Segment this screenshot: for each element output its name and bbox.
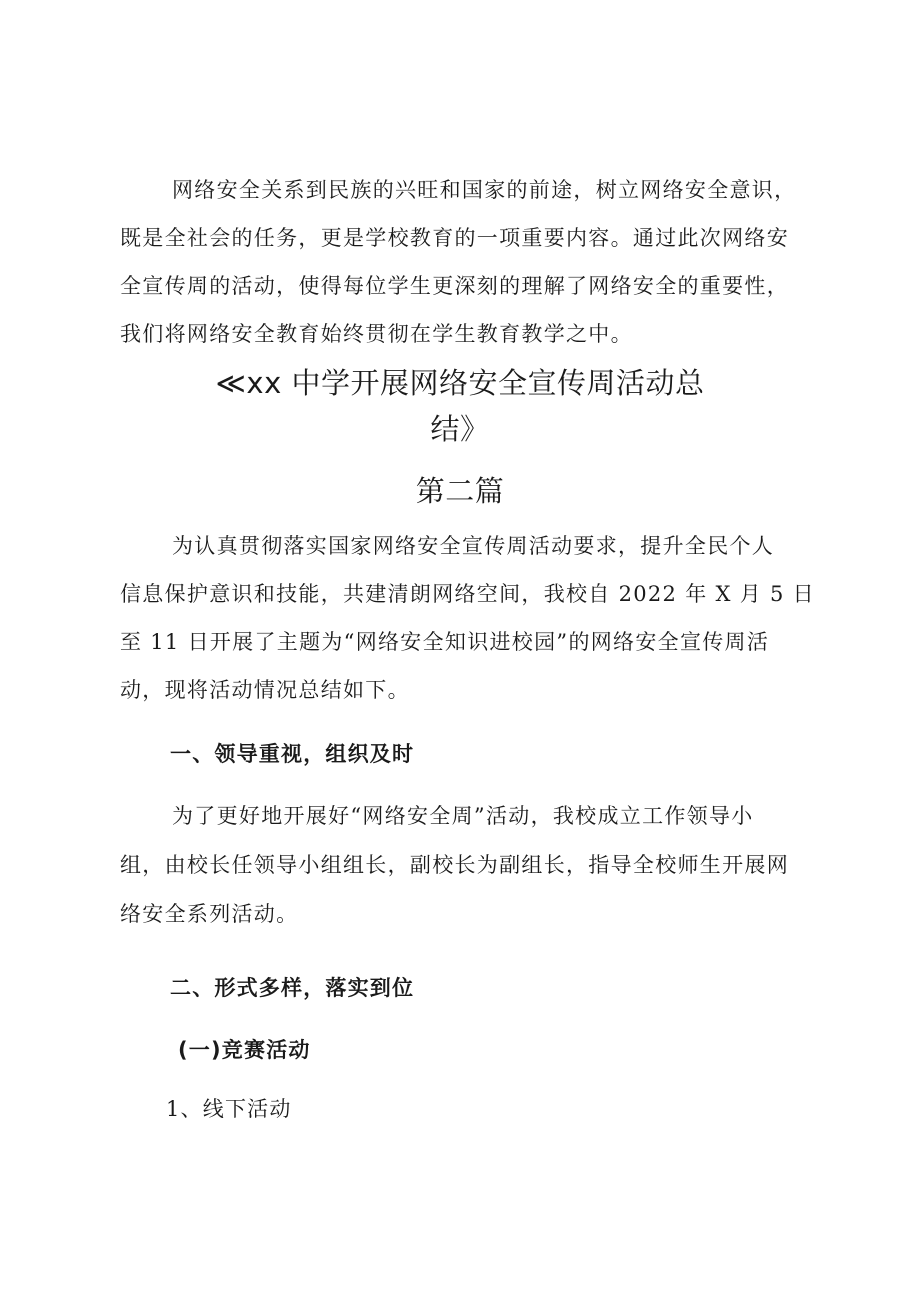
paragraph-line: 动，现将活动情况总结如下。 — [120, 678, 410, 702]
paragraph-line: 网络安全关系到民族的兴旺和国家的前途，树立网络安全意识， — [172, 178, 797, 202]
paragraph-line: 我们将网络安全教育始终贯彻在学生教育教学之中。 — [120, 322, 633, 346]
paragraph-line: 既是全社会的任务，更是学校教育的一项重要内容。通过此次网络安 — [120, 226, 789, 250]
paragraph-line: 组，由校长任领导小组组长，副校长为副组长，指导全校师生开展网 — [120, 853, 789, 877]
section-heading-1: 一、领导重视，组织及时 — [170, 742, 415, 766]
paragraph-line: 为了更好地开展好“网络安全周”活动，我校成立工作领导小 — [172, 804, 754, 828]
opening-paragraph — [120, 522, 820, 714]
paragraph-line: 全宣传周的活动，使得每位学生更深刻的理解了网络安全的重要性， — [120, 274, 789, 298]
intro-paragraph — [120, 166, 820, 358]
document-title-line-1: ≪xx 中学开展网络安全宣传周活动总 — [215, 366, 705, 400]
document-title-line-2: 结》 — [430, 412, 490, 446]
section-1-paragraph — [120, 792, 820, 939]
section-heading-2: 二、形式多样，落实到位 — [170, 976, 415, 1000]
paragraph-line: 为认真贯彻落实国家网络安全宣传周活动要求，提升全民个人 — [172, 534, 775, 558]
subsection-heading: (一)竞赛活动 — [178, 1038, 311, 1062]
paragraph-line: 至 11 日开展了主题为“网络安全知识进校园”的网络安全宣传周活 — [120, 630, 770, 654]
paragraph-line: 信息保护意识和技能，共建清朗网络空间，我校自 2022 年 X 月 5 日 — [120, 582, 815, 606]
paragraph-line: 络安全系列活动。 — [120, 902, 299, 926]
list-item: 1、线下活动 — [166, 1097, 292, 1121]
document-part-title: 第二篇 — [415, 474, 505, 508]
